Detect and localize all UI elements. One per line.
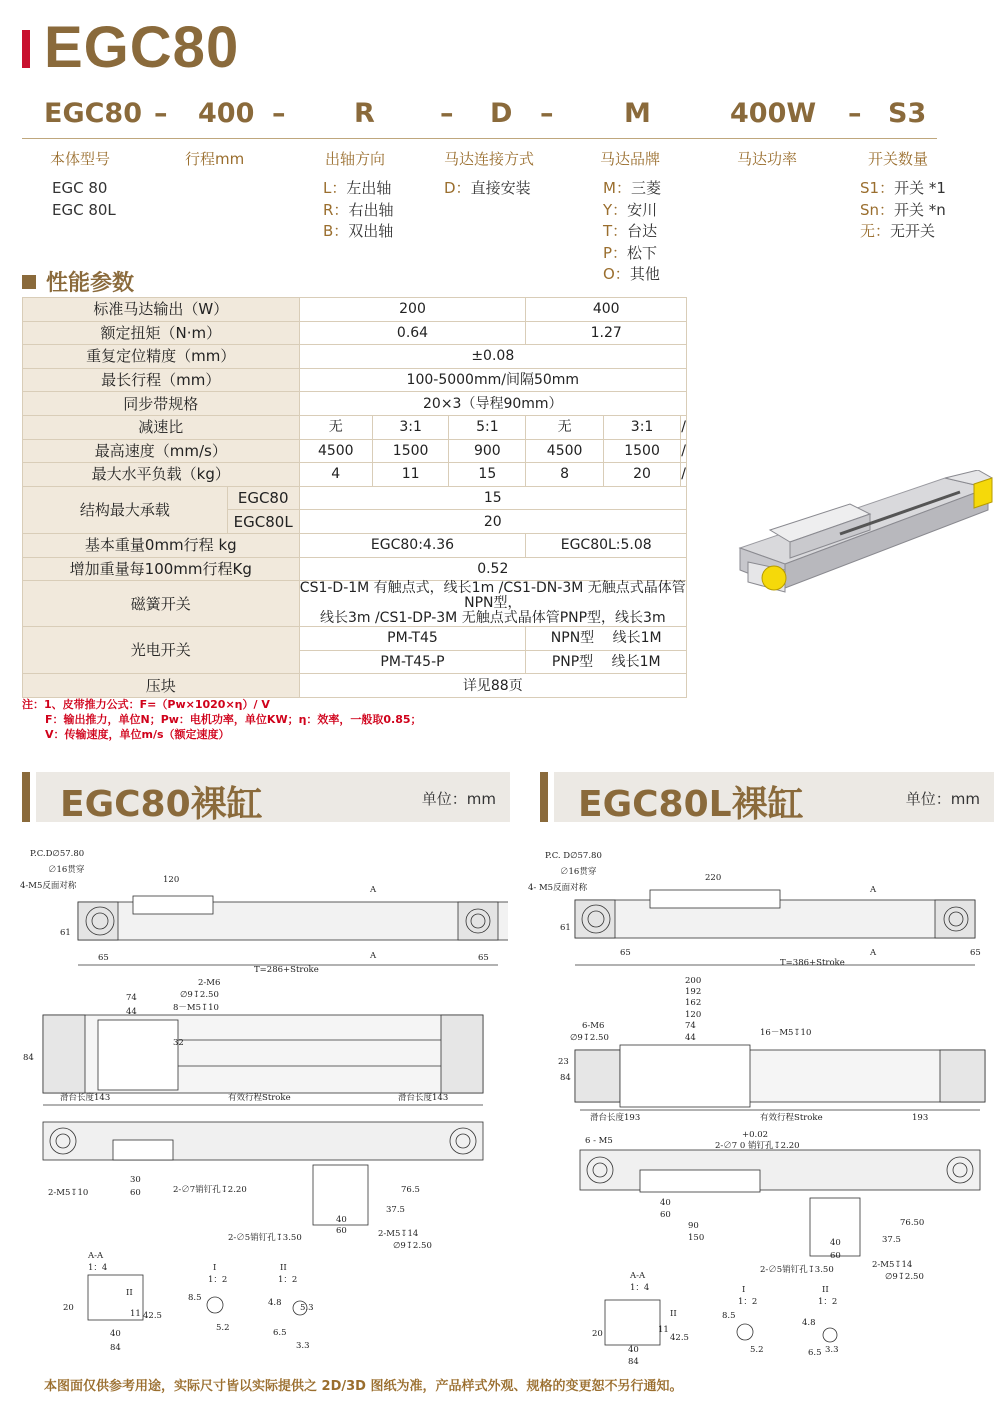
note-line: F：输出推力，单位N；Pw：电机功率，单位KW；η：效率，一般取0.85；: [22, 713, 422, 726]
dim-label: 61: [60, 928, 71, 938]
label-switch: 开关数量: [868, 150, 929, 168]
section-unit: 单位：mm: [421, 790, 496, 808]
row-label: 磁簧开关: [23, 581, 300, 627]
cell: /: [681, 439, 687, 463]
cell: 0.52: [299, 557, 686, 581]
dim-label: A: [370, 885, 377, 895]
code-part: 400: [198, 98, 255, 129]
dim-label: 200: [685, 976, 702, 986]
perf-section-heading: [22, 266, 134, 297]
cell: 无: [526, 415, 603, 439]
cell: 20: [603, 463, 680, 487]
cell: NPN型 线长1M: [526, 627, 687, 651]
dim-label: 40: [336, 1215, 347, 1225]
dim-label: 11: [658, 1325, 669, 1335]
label-body: 本体型号: [50, 150, 111, 168]
dim-label: 44: [685, 1033, 696, 1043]
dim-label: 40: [660, 1198, 671, 1208]
dim-label: 6.5: [273, 1328, 287, 1338]
dim-label: 8－M5↧10: [173, 1003, 219, 1013]
dim-label: 65: [98, 953, 109, 963]
option-key: Sn：: [860, 200, 895, 219]
options-body: [52, 178, 116, 221]
code-part: D: [490, 98, 513, 129]
option-key: M：: [603, 179, 631, 197]
cell: 3:1: [603, 415, 680, 439]
dim-label: 220: [705, 873, 722, 883]
table-row: [23, 581, 687, 627]
dim-label: A: [870, 948, 877, 958]
option: EGC 80: [52, 179, 108, 197]
cell: ±0.08: [299, 345, 686, 369]
dim-label: 40: [110, 1329, 121, 1339]
option: 安川: [627, 200, 658, 219]
cell: 20: [299, 510, 686, 534]
cell: 20×3（导程90mm）: [299, 392, 686, 416]
cell: [299, 581, 686, 627]
code-part: M: [624, 98, 651, 129]
row-label: 标准马达输出（W）: [23, 298, 300, 322]
section-band-egc80l: [540, 772, 994, 825]
cell: 4: [299, 463, 372, 487]
dim-label: 60: [830, 1251, 841, 1261]
option: 开关 *n: [894, 200, 946, 219]
option-key: L：: [323, 179, 347, 197]
dim-label: II: [126, 1288, 133, 1298]
cell: 400: [526, 298, 687, 322]
dim-label: I: [742, 1285, 746, 1295]
dim-label: 2-M5↧10: [48, 1188, 89, 1198]
row-label: 同步带规格: [23, 392, 300, 416]
dim-label: 120: [163, 875, 180, 885]
label-stroke: 行程mm: [185, 150, 245, 168]
drawing-egc80: [18, 840, 508, 1370]
cell: 900: [449, 439, 526, 463]
option: 右出轴: [348, 200, 394, 219]
row-label: 额定扭矩（N·m）: [23, 321, 300, 345]
page-title: EGC80: [44, 15, 240, 80]
cell: PNP型 线长1M: [526, 650, 687, 674]
dim-label: 2-M6: [198, 978, 221, 988]
section-title: EGC80L裸缸: [578, 784, 804, 825]
cell: 1500: [603, 439, 680, 463]
dim-label: ∅16贯穿: [48, 865, 85, 875]
section-unit: 单位：mm: [905, 790, 980, 808]
label-brand: 马达品牌: [600, 150, 661, 168]
code-dash: –: [540, 98, 554, 129]
dim-label: II: [280, 1263, 287, 1273]
cell: 详见88页: [299, 674, 686, 698]
dim-label: P.C. D∅57.80: [545, 851, 602, 861]
table-row: [23, 368, 687, 392]
dim-label: T=286+Stroke: [254, 965, 319, 975]
dim-label: 37.5: [882, 1235, 901, 1245]
dim-label: 162: [685, 998, 702, 1008]
cell: 11: [372, 463, 448, 487]
dim-label: 1：2: [278, 1275, 298, 1285]
code-part: S3: [888, 98, 927, 129]
dim-label: 42.5: [143, 1311, 162, 1321]
table-row: [23, 392, 687, 416]
cell: 0.64: [299, 321, 526, 345]
table-row: [23, 298, 687, 322]
dim-label: 84: [110, 1343, 121, 1353]
dim-label: 20: [592, 1329, 603, 1339]
dim-label: 60: [336, 1226, 347, 1236]
option-key: Y：: [603, 200, 628, 219]
row-sublabel: EGC80L: [227, 510, 299, 534]
drawing-egc80l: [520, 840, 998, 1370]
spec-table: [22, 297, 687, 698]
option: 开关 *1: [894, 179, 946, 197]
dim-label: 42.5: [670, 1333, 689, 1343]
row-sublabel: EGC80: [227, 486, 299, 510]
dim-label: 60: [660, 1210, 671, 1220]
option: 直接安装: [470, 179, 531, 197]
label-connect: 马达连接方式: [444, 150, 535, 168]
row-label: 减速比: [23, 415, 300, 439]
dim-label: 滑台长度193: [590, 1113, 641, 1123]
cell: EGC80L:5.08: [526, 533, 687, 557]
option-key: D：: [444, 179, 471, 197]
dim-label: 60: [130, 1188, 141, 1198]
row-label: 增加重量每100mm行程Kg: [23, 557, 300, 581]
dim-label: ∅9↧2.50: [393, 1241, 432, 1251]
dim-label: +0.02: [742, 1130, 769, 1140]
dim-label: 1：2: [208, 1275, 228, 1285]
dim-label: 4-M5反面对称: [20, 881, 77, 891]
table-row: [23, 486, 687, 510]
dim-label: 193: [912, 1113, 929, 1123]
dim-label: T=386+Stroke: [780, 958, 845, 968]
dim-label: 4- M5反面对称: [528, 883, 588, 893]
dim-label: A-A: [88, 1251, 104, 1261]
dim-label: 84: [628, 1357, 639, 1367]
option-key: P：: [603, 243, 628, 262]
option-key: R：: [323, 200, 349, 219]
table-row: [23, 439, 687, 463]
cell: 4500: [299, 439, 372, 463]
dim-label: 40: [628, 1345, 639, 1355]
dim-label: 滑台长度143: [398, 1093, 449, 1103]
dim-label: 2-∅7销钉孔↧2.20: [173, 1185, 247, 1195]
cell: 8: [526, 463, 603, 487]
row-label: 光电开关: [23, 627, 300, 674]
code-part: 400W: [730, 98, 817, 129]
dim-label: 6 - M5: [585, 1136, 613, 1146]
title-accent-bar: [22, 30, 30, 68]
row-label: 结构最大承载: [23, 486, 228, 533]
dim-label: ∅9↧2.50: [180, 990, 219, 1000]
dim-label: 1：4: [88, 1263, 108, 1273]
band-gap: [548, 772, 554, 822]
cell-line: 线长3m /CS1-DP-3M 无触点式晶体管PNP型，线长3m: [319, 610, 666, 627]
table-row: [23, 415, 687, 439]
dim-label: A-A: [630, 1271, 646, 1281]
cell: /: [681, 415, 687, 439]
cell: PM-T45: [299, 627, 526, 651]
cell: 无: [299, 415, 372, 439]
dim-label: 44: [126, 1007, 137, 1017]
band-accent: [540, 772, 548, 822]
row-label: 最长行程（mm）: [23, 368, 300, 392]
dim-label: 61: [560, 923, 571, 933]
notes: [22, 697, 422, 742]
section-title: EGC80裸缸: [60, 784, 263, 825]
code-part: R: [354, 98, 375, 129]
table-row: [23, 345, 687, 369]
label-axis: 出轴方向: [325, 150, 386, 168]
band-accent: [22, 772, 30, 822]
dim-label: 5.2: [216, 1323, 230, 1333]
dim-label: 32: [173, 1038, 184, 1048]
options-connect: [444, 178, 531, 200]
dim-label: 4.8: [802, 1318, 816, 1328]
dim-label: I: [213, 1263, 217, 1273]
dim-label: 滑台长度143: [60, 1093, 111, 1103]
dim-label: 120: [685, 1010, 702, 1020]
code-dash: –: [440, 98, 454, 129]
row-label: 基本重量0mm行程 kg: [23, 533, 300, 557]
dim-label: 1：2: [738, 1297, 758, 1307]
cell: 100-5000mm/间隔50mm: [299, 368, 686, 392]
dim-label: 11: [130, 1309, 141, 1319]
dim-label: 150: [688, 1233, 705, 1243]
dim-label: 192: [685, 987, 702, 997]
dim-label: 6-M6: [582, 1021, 605, 1031]
dim-label: ∅16贯穿: [560, 867, 597, 877]
option-key: 无：: [860, 222, 891, 240]
dim-label: 2-∅7 0 销钉孔↧2.20: [715, 1141, 800, 1151]
dim-label: 23: [558, 1057, 569, 1067]
dim-label: 65: [620, 948, 631, 958]
cell: 4500: [526, 439, 603, 463]
dim-label: A: [870, 885, 877, 895]
dim-label: 65: [970, 948, 981, 958]
dim-label: 84: [23, 1053, 34, 1063]
dim-label: 8.5: [722, 1311, 736, 1321]
dim-label: 65: [478, 953, 489, 963]
dim-label: 30: [130, 1175, 141, 1185]
dim-label: 90: [688, 1221, 699, 1231]
dim-label: ∅9↧2.50: [885, 1272, 924, 1282]
row-label: 最高速度（mm/s）: [23, 439, 300, 463]
option-key: B：: [323, 222, 349, 240]
dim-label: 76.5: [401, 1185, 420, 1195]
code-dash: –: [272, 98, 286, 129]
dim-label: 有效行程Stroke: [760, 1113, 823, 1123]
option: 左出轴: [346, 179, 392, 197]
code-part: EGC80: [44, 98, 142, 129]
dim-label: 74: [126, 993, 137, 1003]
option-key: T：: [603, 222, 628, 240]
note-line: 注：1、皮带推力公式：F=（Pw×1020×η）/ V: [22, 698, 270, 711]
dim-label: 37.5: [386, 1205, 405, 1215]
table-row: [23, 674, 687, 698]
cell: 3:1: [372, 415, 448, 439]
dim-label: P.C.D∅57.80: [30, 849, 85, 859]
option: 三菱: [630, 179, 661, 197]
dim-label: 20: [63, 1303, 74, 1313]
cell: 1500: [372, 439, 448, 463]
square-bullet-icon: [22, 275, 36, 289]
cell: EGC80:4.36: [299, 533, 526, 557]
dim-label: 2-∅5销钉孔↧3.50: [760, 1265, 834, 1275]
cell: PM-T45-P: [299, 650, 526, 674]
option: 双出轴: [348, 222, 394, 240]
table-row: [23, 557, 687, 581]
options-switch: [860, 178, 946, 243]
dim-label: II: [822, 1285, 829, 1295]
band-gap: [30, 772, 36, 822]
dim-label: II: [670, 1309, 677, 1319]
dim-label: 2-∅5销钉孔↧3.50: [228, 1233, 302, 1243]
dim-label: 4.8: [268, 1298, 282, 1308]
dim-label: 84: [560, 1073, 571, 1083]
code-dash: –: [154, 98, 168, 129]
dim-label: 76.50: [900, 1218, 925, 1228]
dim-label: 2-M5↧14: [872, 1260, 913, 1270]
dim-label: 8.5: [188, 1293, 202, 1303]
dim-label: 3.3: [296, 1341, 310, 1351]
cell: 15: [449, 463, 526, 487]
table-row: [23, 463, 687, 487]
perf-title: 性能参数: [46, 271, 135, 296]
dim-label: 5.2: [750, 1345, 764, 1355]
cell-line: CS1-D-1M 有触点式，线长1m /CS1-DN-3M 无触点式晶体管NPN型，: [299, 580, 686, 612]
dim-label: 40: [830, 1238, 841, 1248]
option: EGC 80L: [52, 200, 116, 219]
dim-label: A: [370, 951, 377, 961]
cell: /: [681, 463, 687, 487]
dim-label: 1：4: [630, 1283, 650, 1293]
row-label: 重复定位精度（mm）: [23, 345, 300, 369]
option: 无开关: [890, 222, 936, 240]
row-label: 最大水平负载（kg）: [23, 463, 300, 487]
option: 其他: [629, 265, 660, 283]
dim-label: 5.3: [300, 1303, 314, 1313]
cell: 5:1: [449, 415, 526, 439]
dim-label: 74: [685, 1021, 696, 1031]
cell: 15: [299, 486, 686, 510]
options-brand: [603, 178, 661, 286]
cell: 1.27: [526, 321, 687, 345]
footer-disclaimer: 本图面仅供参考用途，实际尺寸皆以实际提供之 2D/3D 图纸为准，产品样式外观、规格的变更恕不另行通知。: [44, 1379, 683, 1394]
table-row: [23, 321, 687, 345]
dim-label: 6.5: [808, 1348, 822, 1358]
dim-label: 2-M5↧14: [378, 1229, 419, 1239]
code-dash: –: [848, 98, 862, 129]
option-key: S1：: [860, 179, 895, 197]
table-row: [23, 533, 687, 557]
table-row: [23, 627, 687, 651]
note-line: V：传输速度，单位m/s（额定速度）: [22, 728, 230, 741]
row-label: 压块: [23, 674, 300, 698]
dim-label: 有效行程Stroke: [228, 1093, 291, 1103]
options-axis: [323, 178, 393, 243]
cell: 200: [299, 298, 526, 322]
option: 台达: [627, 222, 658, 240]
option-key: O：: [603, 265, 630, 283]
dim-label: 1：2: [818, 1297, 838, 1307]
dim-label: 3.3: [825, 1345, 839, 1355]
model-code-row: [22, 98, 937, 139]
product-image: [730, 470, 995, 610]
section-band-egc80: [22, 772, 510, 825]
dim-label: 16－M5↧10: [760, 1028, 812, 1038]
dim-label: ∅9↧2.50: [570, 1033, 609, 1043]
option: 松下: [627, 243, 658, 262]
label-power: 马达功率: [737, 150, 798, 168]
